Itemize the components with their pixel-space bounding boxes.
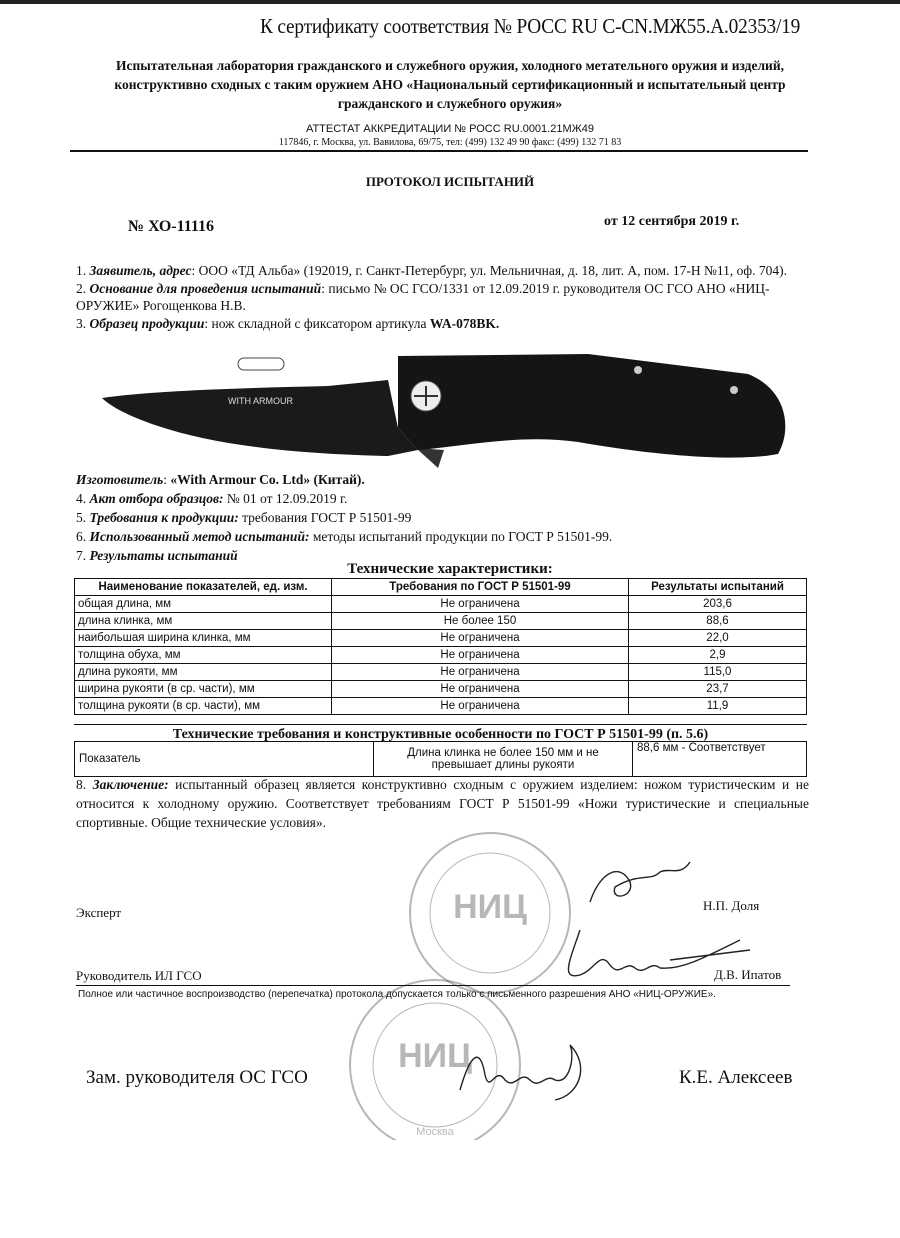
item-article: WA-078BK. [429,315,500,331]
item-manufacturer [76,470,816,489]
requirement-cell: Не ограничена [332,664,629,681]
svg-text:Москва: Москва [416,1126,454,1138]
scan-border [0,0,900,4]
requirement-cell: Не более 150 [332,613,629,630]
requirement-cell: Не ограничена [332,596,629,613]
table-row [75,742,807,777]
expert-signature [580,852,700,912]
param-cell: толщина обуха, мм [75,647,332,664]
expert-label: Эксперт [76,905,122,920]
blade-hole [238,358,284,370]
param-cell: общая длина, мм [75,596,332,613]
item-label: Образец продукции [89,315,205,331]
requirement-cell: Не ограничена [332,647,629,664]
knife-handle [398,354,785,458]
item-sep: : [321,280,329,296]
result-cell: 22,0 [629,630,807,647]
item-label: Результаты испытаний [89,548,238,563]
param-cell: наибольшая ширина клинка, мм [75,630,332,647]
deputy-signature [440,1035,600,1105]
knife-flipper [416,448,444,468]
table-row [75,664,807,681]
item-label: Использованный метод испытаний: [89,529,310,544]
table-row [75,630,807,647]
knife-blade [102,380,418,456]
item-text: методы испытаний продукции по ГОСТ Р 51501-99. [312,529,613,544]
item-num: 2. [76,280,90,296]
deputy-name: К.Е. Алексеев [679,1067,793,1088]
result-cell: 115,0 [629,664,807,681]
item-sep: : [163,472,171,487]
item-applicant [76,262,806,280]
item-basis [76,280,806,315]
item-label: Заявитель, адрес [89,263,192,278]
table-row [75,647,807,664]
requirement-cell: Не ограничена [332,630,629,647]
item-text: нож складной с фиксатором артикула [211,315,430,331]
table-row [75,698,807,715]
requirement-cell: Не ограничена [332,681,629,698]
table-header: Требования по ГОСТ Р 51501-99 [332,579,629,596]
item-num: 5. [76,510,90,525]
design-table [74,741,807,777]
param-cell: Показатель [75,742,374,777]
item-num: 3. [76,315,90,331]
table-row [75,613,807,630]
table-header: Наименование показателей, ед. изм. [75,579,332,596]
item-label: Требования к продукции: [89,510,239,525]
result-cell: 23,7 [629,681,807,698]
conclusion-label: Заключение: [92,777,169,792]
requirement-cell: Длина клинка не более 150 мм и не превышает длины рукояти [374,742,633,777]
item-sample [76,315,806,333]
item-text: ООО «ТД Альба» (192019, г. Санкт-Петербург, ул. Мельничная, д. 18, лит. А, пом. 17-Н №11, оф. 704). [198,263,787,278]
result-cell: 88,6 мм - Соответствует [633,742,807,777]
conclusion [76,775,809,832]
header-divider [70,150,808,152]
svg-text:НИЦ: НИЦ [398,1037,472,1075]
protocol-title: ПРОТОКОЛ ИСПЫТАНИЙ [365,174,535,189]
table-row [75,596,807,613]
lab-name: Испытательная лаборатория гражданского и служебного оружия, холодного метательного оружия и изделий, конструктивно сходных с таким оружием АНО «Национальный сертификационный и испытательный центр гражданского и служебного оружия» [114,58,786,111]
item-label: Изготовитель [76,472,164,487]
item-method [76,527,816,546]
result-cell: 2,9 [629,647,807,664]
table-row [75,681,807,698]
item-sampling-act [76,489,816,508]
conclusion-num: 8. [76,777,93,792]
item-requirements [76,508,816,527]
item-label: Акт отбора образцов: [89,491,224,506]
deputy-label: Зам. руководителя ОС ГСО [86,1067,308,1088]
result-cell: 203,6 [629,596,807,613]
handle-screw [730,386,738,394]
param-cell: толщина рукояти (в ср. части), мм [75,698,332,715]
items-list-2 [76,470,816,565]
item-num: 4. [76,491,90,506]
item-label: Основание для проведения испытаний [89,280,322,296]
item-num: 1. [76,263,90,278]
param-cell: длина клинка, мм [75,613,332,630]
requirement-cell: Не ограничена [332,698,629,715]
tech-table-title: Технические характеристики: [347,561,553,577]
design-table-title: Технические требования и конструктивные особенности по ГОСТ Р 51501-99 (п. 5.6) [74,724,807,743]
item-num: 6. [76,529,90,544]
head-label: Руководитель ИЛ ГСО [76,968,202,983]
conclusion-text: испытанный образец является конструктивно сходным с оружием изделием: ножом туристическим и не относится к холодному оружию. Соответствует требованиям ГОСТ Р 51501-99 «Ножи туристические и специальные спортивные. Общие технические условия». [76,777,810,830]
table-header-row [75,579,807,596]
protocol-number: № ХО-11116 [128,218,214,235]
lab-address: 117846, г. Москва, ул. Вавилова, 69/75, тел: (499) 132 49 90 факс: (499) 132 71 83 [278,137,622,148]
certificate-reference: К сертификату соответствия № РОСС RU C-CN.МЖ55.А.02353/19 [260,14,801,38]
items-list [76,262,806,332]
result-cell: 88,6 [629,613,807,630]
accreditation-number: АТТЕСТАТ АККРЕДИТАЦИИ № РОСС RU.0001.21МЖ49 [305,123,595,135]
svg-text:НИЦ: НИЦ [453,888,527,926]
brand-mark: WITH ARMOUR [228,396,293,406]
handle-screw [634,366,642,374]
reproduction-notice: Полное или частичное воспроизводство (перепечатка) протокола допускается только с письменного разрешения АНО «НИЦ-ОРУЖИЕ». [78,989,716,1000]
item-sep: : [191,263,199,278]
accreditation-block [200,123,700,149]
knife-image [98,350,808,470]
param-cell: ширина рукояти (в ср. части), мм [75,681,332,698]
item-text: «With Armour Co. Ltd» (Китай). [170,472,365,487]
item-text: № 01 от 12.09.2019 г. [226,491,348,506]
head-name: Д.В. Ипатов [714,967,782,982]
param-cell: длина рукояти, мм [75,664,332,681]
protocol-date: от 12 сентября 2019 г. [604,214,740,229]
item-num: 7. [76,548,90,563]
item-text: письмо № ОС ГСО/1331 от 12.09.2019 г. руководителя ОС ГСО АНО «НИЦ-ОРУЖИЕ» Рогощенкова Н.В. [76,280,770,313]
result-cell: 11,9 [629,698,807,715]
expert-name: Н.П. Доля [703,898,760,913]
table-header: Результаты испытаний [629,579,807,596]
item-text: требования ГОСТ Р 51501-99 [242,510,412,525]
item-sep: : [204,315,212,331]
tech-table [74,578,807,715]
